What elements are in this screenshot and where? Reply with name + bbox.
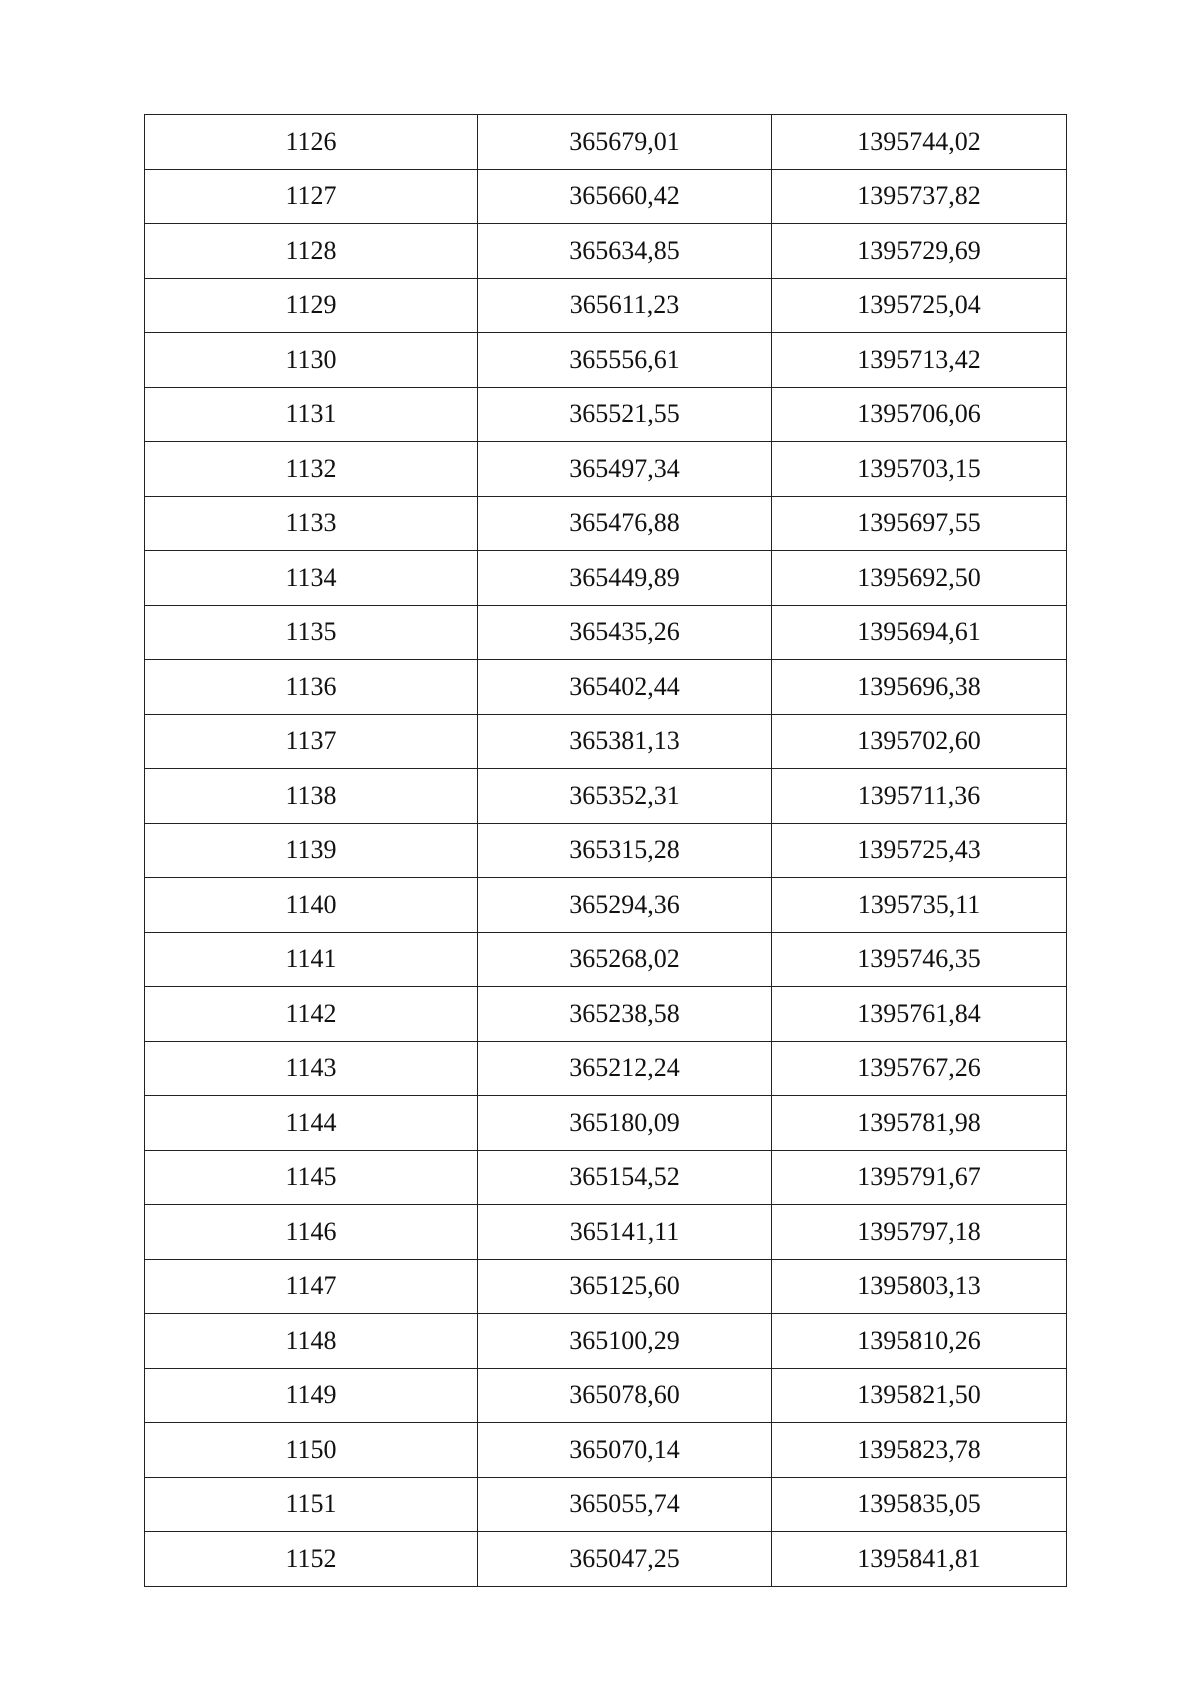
point-number-cell: 1139 [145, 823, 478, 878]
point-number-cell: 1134 [145, 551, 478, 606]
y-coordinate-cell: 1395781,98 [772, 1096, 1067, 1151]
point-number-cell: 1130 [145, 333, 478, 388]
y-coordinate-cell: 1395735,11 [772, 878, 1067, 933]
table-row [145, 605, 1067, 660]
table-row [145, 714, 1067, 769]
x-coordinate-cell: 365238,58 [478, 987, 772, 1042]
x-coordinate-cell: 365435,26 [478, 605, 772, 660]
point-number-cell: 1126 [145, 115, 478, 170]
x-coordinate-cell: 365212,24 [478, 1041, 772, 1096]
table-row [145, 1314, 1067, 1369]
x-coordinate-cell: 365497,34 [478, 442, 772, 497]
y-coordinate-cell: 1395703,15 [772, 442, 1067, 497]
y-coordinate-cell: 1395821,50 [772, 1368, 1067, 1423]
y-coordinate-cell: 1395810,26 [772, 1314, 1067, 1369]
x-coordinate-cell: 365679,01 [478, 115, 772, 170]
table-row [145, 442, 1067, 497]
table-row [145, 169, 1067, 224]
table-row [145, 1532, 1067, 1587]
point-number-cell: 1151 [145, 1477, 478, 1532]
point-number-cell: 1148 [145, 1314, 478, 1369]
table-row [145, 1423, 1067, 1478]
x-coordinate-cell: 365047,25 [478, 1532, 772, 1587]
point-number-cell: 1133 [145, 496, 478, 551]
y-coordinate-cell: 1395823,78 [772, 1423, 1067, 1478]
point-number-cell: 1129 [145, 278, 478, 333]
table-row [145, 1477, 1067, 1532]
y-coordinate-cell: 1395713,42 [772, 333, 1067, 388]
x-coordinate-cell: 365268,02 [478, 932, 772, 987]
x-coordinate-cell: 365070,14 [478, 1423, 772, 1478]
x-coordinate-cell: 365476,88 [478, 496, 772, 551]
point-number-cell: 1141 [145, 932, 478, 987]
x-coordinate-cell: 365180,09 [478, 1096, 772, 1151]
y-coordinate-cell: 1395694,61 [772, 605, 1067, 660]
y-coordinate-cell: 1395791,67 [772, 1150, 1067, 1205]
point-number-cell: 1135 [145, 605, 478, 660]
point-number-cell: 1136 [145, 660, 478, 715]
y-coordinate-cell: 1395746,35 [772, 932, 1067, 987]
x-coordinate-cell: 365141,11 [478, 1205, 772, 1260]
y-coordinate-cell: 1395697,55 [772, 496, 1067, 551]
table-row [145, 224, 1067, 279]
point-number-cell: 1144 [145, 1096, 478, 1151]
table-row [145, 1096, 1067, 1151]
point-number-cell: 1147 [145, 1259, 478, 1314]
table-row [145, 1368, 1067, 1423]
point-number-cell: 1131 [145, 387, 478, 442]
x-coordinate-cell: 365521,55 [478, 387, 772, 442]
table-row [145, 823, 1067, 878]
y-coordinate-cell: 1395725,43 [772, 823, 1067, 878]
point-number-cell: 1128 [145, 224, 478, 279]
x-coordinate-cell: 365660,42 [478, 169, 772, 224]
table-row [145, 1041, 1067, 1096]
x-coordinate-cell: 365634,85 [478, 224, 772, 279]
table-row [145, 1150, 1067, 1205]
y-coordinate-cell: 1395744,02 [772, 115, 1067, 170]
point-number-cell: 1132 [145, 442, 478, 497]
x-coordinate-cell: 365125,60 [478, 1259, 772, 1314]
x-coordinate-cell: 365055,74 [478, 1477, 772, 1532]
x-coordinate-cell: 365352,31 [478, 769, 772, 824]
x-coordinate-cell: 365611,23 [478, 278, 772, 333]
y-coordinate-cell: 1395696,38 [772, 660, 1067, 715]
x-coordinate-cell: 365556,61 [478, 333, 772, 388]
y-coordinate-cell: 1395767,26 [772, 1041, 1067, 1096]
x-coordinate-cell: 365449,89 [478, 551, 772, 606]
y-coordinate-cell: 1395803,13 [772, 1259, 1067, 1314]
x-coordinate-cell: 365402,44 [478, 660, 772, 715]
y-coordinate-cell: 1395711,36 [772, 769, 1067, 824]
point-number-cell: 1142 [145, 987, 478, 1042]
y-coordinate-cell: 1395835,05 [772, 1477, 1067, 1532]
x-coordinate-cell: 365381,13 [478, 714, 772, 769]
x-coordinate-cell: 365078,60 [478, 1368, 772, 1423]
x-coordinate-cell: 365315,28 [478, 823, 772, 878]
table-row [145, 387, 1067, 442]
x-coordinate-cell: 365294,36 [478, 878, 772, 933]
y-coordinate-cell: 1395692,50 [772, 551, 1067, 606]
y-coordinate-cell: 1395729,69 [772, 224, 1067, 279]
y-coordinate-cell: 1395761,84 [772, 987, 1067, 1042]
point-number-cell: 1138 [145, 769, 478, 824]
y-coordinate-cell: 1395797,18 [772, 1205, 1067, 1260]
x-coordinate-cell: 365100,29 [478, 1314, 772, 1369]
y-coordinate-cell: 1395725,04 [772, 278, 1067, 333]
table-row [145, 115, 1067, 170]
table-row [145, 496, 1067, 551]
table-row [145, 278, 1067, 333]
table-row [145, 660, 1067, 715]
point-number-cell: 1143 [145, 1041, 478, 1096]
coordinates-table-body [145, 115, 1067, 1587]
x-coordinate-cell: 365154,52 [478, 1150, 772, 1205]
point-number-cell: 1146 [145, 1205, 478, 1260]
table-row [145, 987, 1067, 1042]
y-coordinate-cell: 1395702,60 [772, 714, 1067, 769]
point-number-cell: 1145 [145, 1150, 478, 1205]
table-row [145, 1259, 1067, 1314]
table-row [145, 932, 1067, 987]
coordinates-table [144, 114, 1067, 1587]
point-number-cell: 1150 [145, 1423, 478, 1478]
y-coordinate-cell: 1395706,06 [772, 387, 1067, 442]
table-row [145, 769, 1067, 824]
point-number-cell: 1152 [145, 1532, 478, 1587]
table-row [145, 1205, 1067, 1260]
point-number-cell: 1127 [145, 169, 478, 224]
y-coordinate-cell: 1395737,82 [772, 169, 1067, 224]
table-row [145, 333, 1067, 388]
y-coordinate-cell: 1395841,81 [772, 1532, 1067, 1587]
table-row [145, 551, 1067, 606]
point-number-cell: 1140 [145, 878, 478, 933]
table-row [145, 878, 1067, 933]
point-number-cell: 1149 [145, 1368, 478, 1423]
point-number-cell: 1137 [145, 714, 478, 769]
